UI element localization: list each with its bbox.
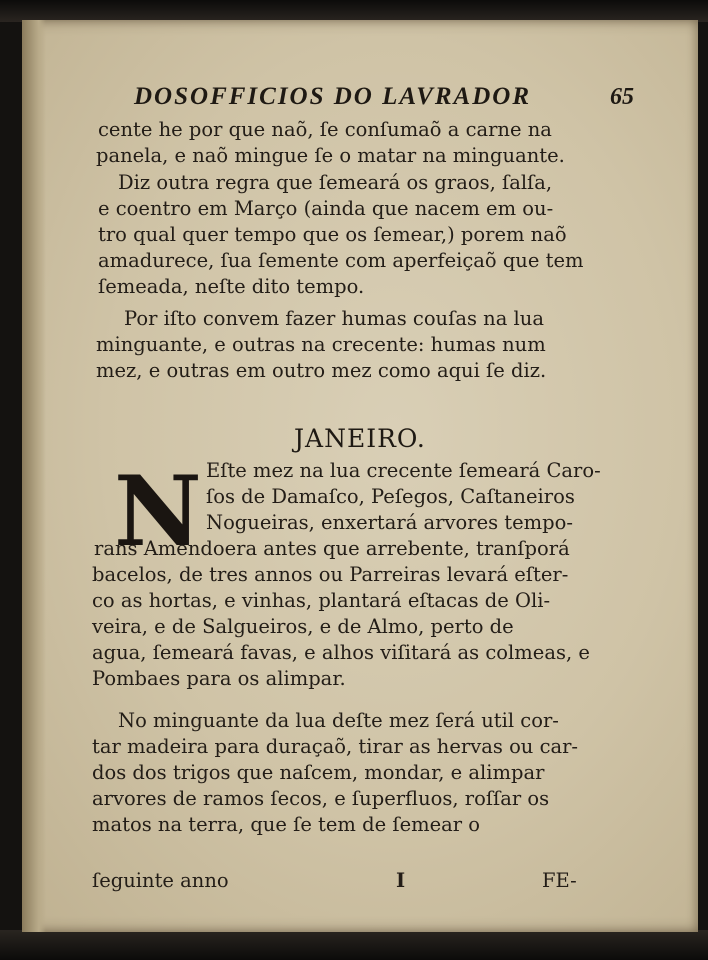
page-gutter-shadow [22,20,46,932]
signature-mark: I [396,869,406,892]
text-line: Por iſto convem fazer humas couſas na lua [124,307,544,330]
section-title: JANEIRO. [294,424,426,453]
text-line: matos na terra, que ſe tem de ſemear o [92,813,481,836]
text-line: ſemeada, neſte dito tempo. [98,275,365,298]
text-line: bacelos, de tres annos ou Parreiras levará eſter- [92,563,569,586]
running-title: DOSOFFICIOS DO LAVRADOR [134,83,532,110]
text-line: arvores de ramos ſecos, e ſuperfluos, roſſar os [92,787,550,810]
text-line: ſos de Damaſco, Peſegos, Caſtaneiros [206,485,575,508]
text-line: agua, ſemeará favas, e alhos viſitará as colmeas, e [92,641,590,664]
drop-cap: N [114,455,202,568]
text-line: co as hortas, e vinhas, plantará eſtacas de Oli- [92,589,551,612]
scan-border-bottom [0,930,708,960]
text-line: dos dos trigos que naſcem, mondar, e alimpar [92,761,545,784]
text-line: Eſte mez na lua crecente ſemeará Caro- [206,459,601,482]
text-line: panela, e naõ mingue ſe o matar na minguante. [96,144,565,167]
text-line: veira, e de Salgueiros, e de Almo, perto de [92,615,514,638]
text-line: amadurece, ſua ſemente com aperfeiçaõ que tem [98,249,584,272]
page-number: 65 [610,84,634,110]
text-line: tar madeira para duraçaõ, tirar as hervas ou car- [92,735,579,758]
text-line: rans Amendoera antes que arrebente, tranſporá [94,537,570,560]
final-text-line: ſeguinte anno [92,869,229,892]
text-line: tro qual quer tempo que os ſemear,) porem naõ [98,223,567,246]
text-line: e coentro em Março (ainda que nacem em ou- [98,197,554,220]
text-line: mez, e outras em outro mez como aqui ſe diz. [96,359,547,382]
catchword: FE- [542,869,577,892]
text-line: Diz outra regra que ſemeará os graos, ſalſa, [118,171,553,194]
scan-border-top [0,0,708,22]
text-line: Pombaes para os alimpar. [92,667,346,690]
book-page [22,20,698,932]
text-line: cente he por que naõ, ſe conſumaõ a carne na [98,118,552,141]
text-line: No minguante da lua deſte mez ſerá util cor- [118,709,559,732]
text-line: minguante, e outras na crecente: humas num [96,333,546,356]
running-header [134,83,634,111]
text-line: Nogueiras, enxertará arvores tempo- [206,511,573,534]
